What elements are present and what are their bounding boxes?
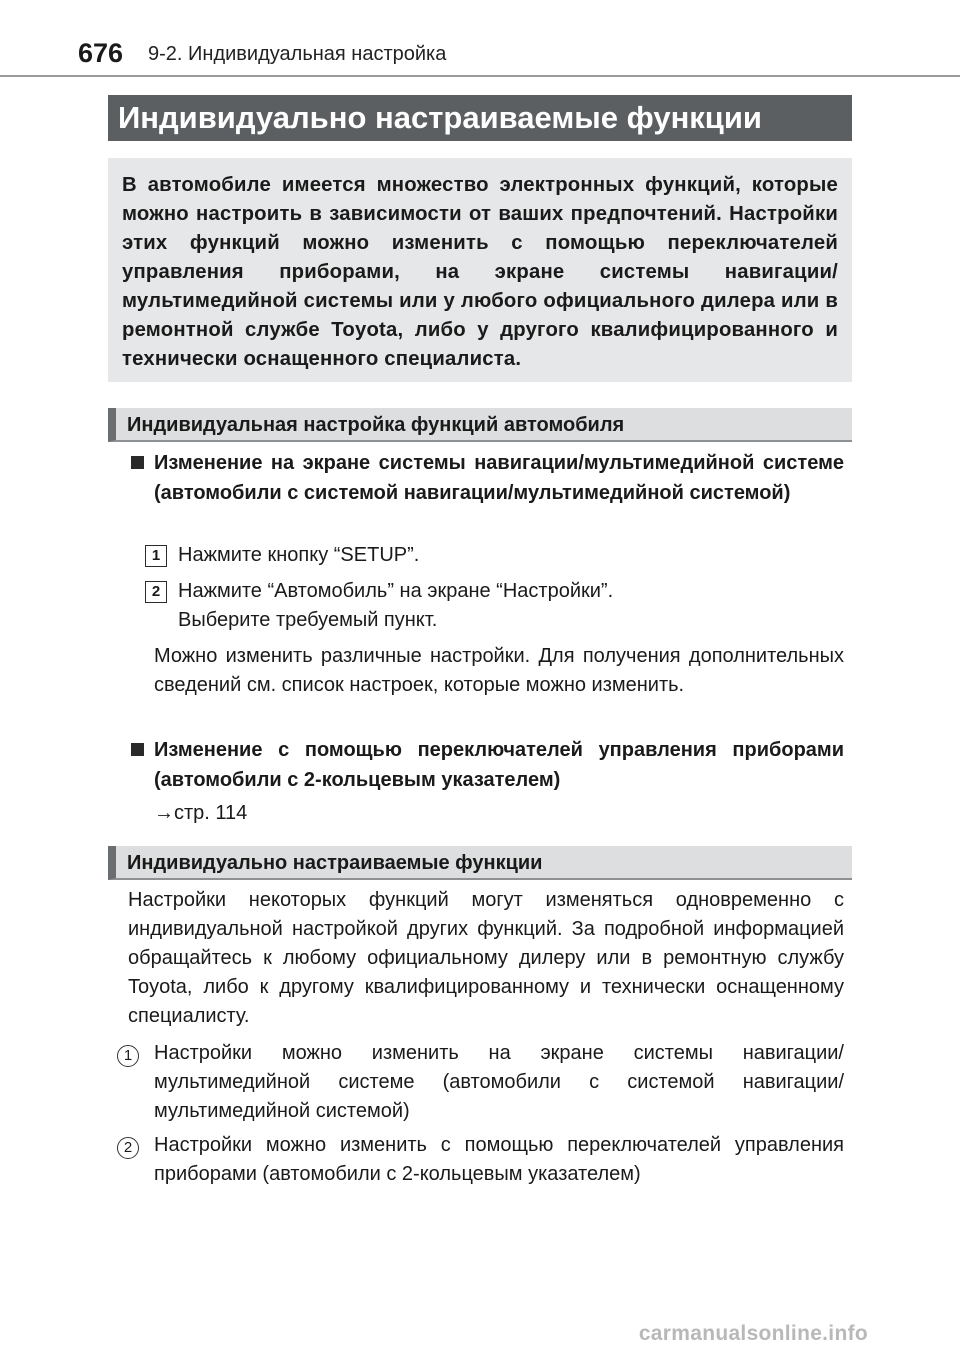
footnote-text: Настройки можно изменить на экране системы навигации/ мультимедийной системе (автомобили с системой навигации/ мультимедийной системой) [154,1042,844,1122]
footnote-text: Настройки можно изменить с помощью переключателей управления приборами (автомобили с 2-кольцевым указателем) [154,1134,844,1185]
step-text: Нажмите кнопку “SETUP”. [178,544,420,566]
step-text-continued: Выберите требуемый пункт. [178,609,438,631]
arrow-right-icon: → [154,802,174,824]
page-header [0,0,960,80]
step-number-box: 1 [145,545,167,567]
step-text: Нажмите “Автомобиль” на экране “Настройки”. [178,580,614,602]
step-number-box: 2 [145,581,167,603]
circled-number: 2 [117,1137,139,1159]
note-paragraph: Можно изменить различные настройки. Для получения дополнительных сведений см. список настроек, которые можно изменить. [154,645,844,696]
page-title: Индивидуально настраиваемые функции [108,95,852,141]
footer-watermark: carmanualsonline.info [638,1322,868,1345]
section-heading-vehicle-customization: Индивидуальная настройка функций автомобиля [108,408,852,442]
page-number: 676 [78,38,124,68]
circled-number: 1 [117,1045,139,1067]
body-paragraph: Настройки некоторых функций могут изменяться одновременно с индивидуальной настройкой других функций. За подробной информацией обращайтесь к любому официальному дилеру или в ремонтную службу Toyota, либо к другому квалифицированному и технически оснащенному специалисту. [128,889,844,1027]
square-bullet-icon [131,743,144,756]
intro-text: В автомобиле имеется множество электронных функций, которые можно настроить в зависимости от ваших предпочтений. Настройки этих функций можно изменить с помощью переключателей управления приборами, на экране системы навигации/мультимедийной системы или у любого официального дилера или в ремонтной службе Toyota, либо у другого квалифицированного и технически оснащенного специалиста. [122,174,838,370]
square-bullet-icon [131,456,144,469]
chapter-title: 9-2. Индивидуальная настройка [148,43,447,65]
page-reference [154,798,247,828]
subheading-meter-switches: Изменение с помощью переключателей управления приборами (автомобили с 2-кольцевым указателем) [154,739,844,791]
subheading-navigation-screen: Изменение на экране системы навигации/мультимедийной системе (автомобили с системой навигации/мультимедийной системой) [154,452,844,504]
section-heading-customizable-features: Индивидуально настраиваемые функции [108,846,852,880]
header-divider [0,75,960,77]
intro-box [108,158,852,382]
page-reference-text: стр. 114 [174,802,248,824]
